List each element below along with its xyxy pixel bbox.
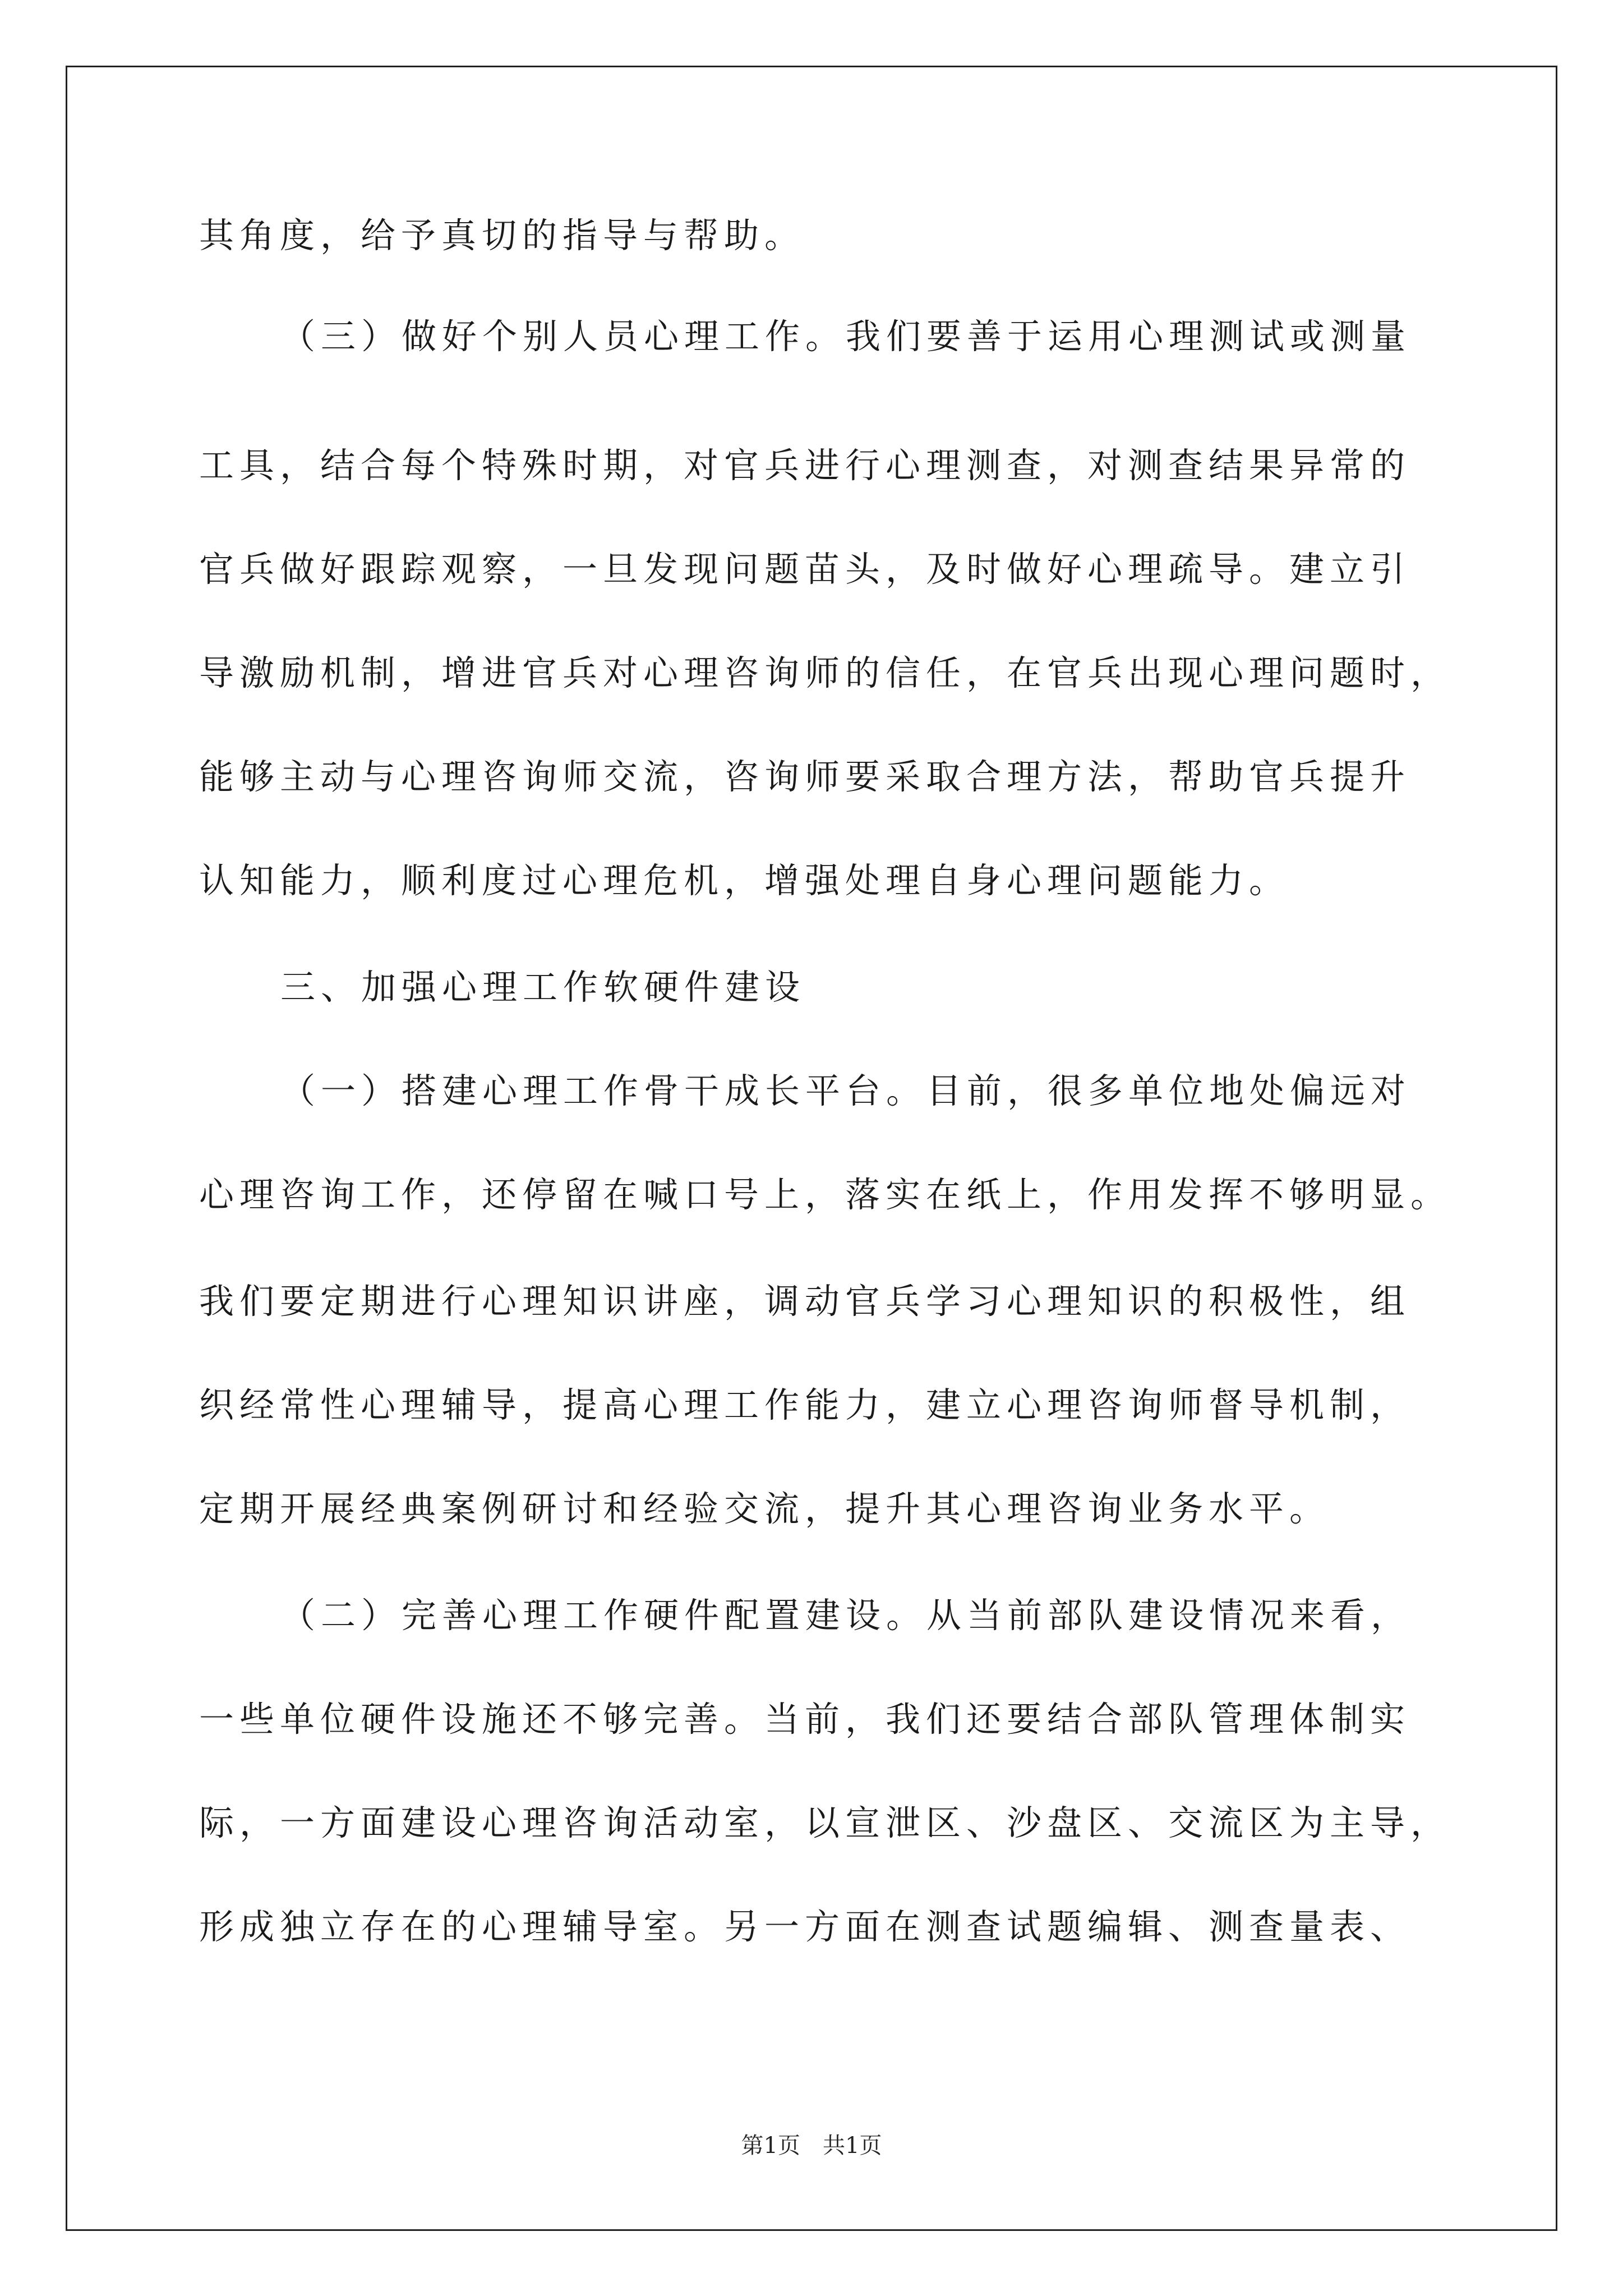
body-text-line: 工具，结合每个特殊时期，对官兵进行心理测查，对测查结果异常的 (199, 445, 1411, 486)
body-text-line: 其角度，给予真切的指导与帮助。 (199, 215, 805, 256)
body-text-line: （三）做好个别人员心理工作。我们要善于运用心理测试或测量 (280, 316, 1412, 357)
body-text-line: （二）完善心理工作硬件配置建设。从当前部队建设情况来看， (280, 1595, 1412, 1636)
body-text-line: 际，一方面建设心理咨询活动室，以宣泄区、沙盘区、交流区为主导， (199, 1802, 1451, 1843)
page-footer: 第1页 共1页 (741, 2133, 882, 2159)
body-text-line: 官兵做好跟踪观察，一旦发现问题苗头，及时做好心理疏导。建立引 (199, 549, 1411, 590)
body-text-line: 定期开展经典案例研讨和经验交流，提升其心理咨询业务水平。 (199, 1488, 1330, 1529)
body-text-line: 能够主动与心理咨询师交流，咨询师要采取合理方法，帮助官兵提升 (199, 756, 1411, 797)
body-text-line: 织经常性心理辅导，提高心理工作能力，建立心理咨询师督导机制， (199, 1384, 1411, 1425)
body-text-line: 导激励机制，增进官兵对心理咨询师的信任，在官兵出现心理问题时， (199, 652, 1451, 693)
body-text-line: （一）搭建心理工作骨干成长平台。目前，很多单位地处偏远对 (280, 1070, 1412, 1111)
body-text-line: 我们要定期进行心理知识讲座，调动官兵学习心理知识的积极性，组 (199, 1281, 1411, 1322)
body-text-line: 形成独立存在的心理辅导室。另一方面在测查试题编辑、测查量表、 (199, 1906, 1411, 1947)
body-text-line: 心理咨询工作，还停留在喊口号上，落实在纸上，作用发挥不够明显。 (199, 1174, 1451, 1215)
body-text-line: 认知能力，顺利度过心理危机，增强处理自身心理问题能力。 (199, 860, 1290, 901)
body-text-line: 一些单位硬件设施还不够完善。当前，我们还要结合部队管理体制实 (199, 1699, 1411, 1740)
section-heading: 三、加强心理工作软硬件建设 (280, 967, 806, 1007)
